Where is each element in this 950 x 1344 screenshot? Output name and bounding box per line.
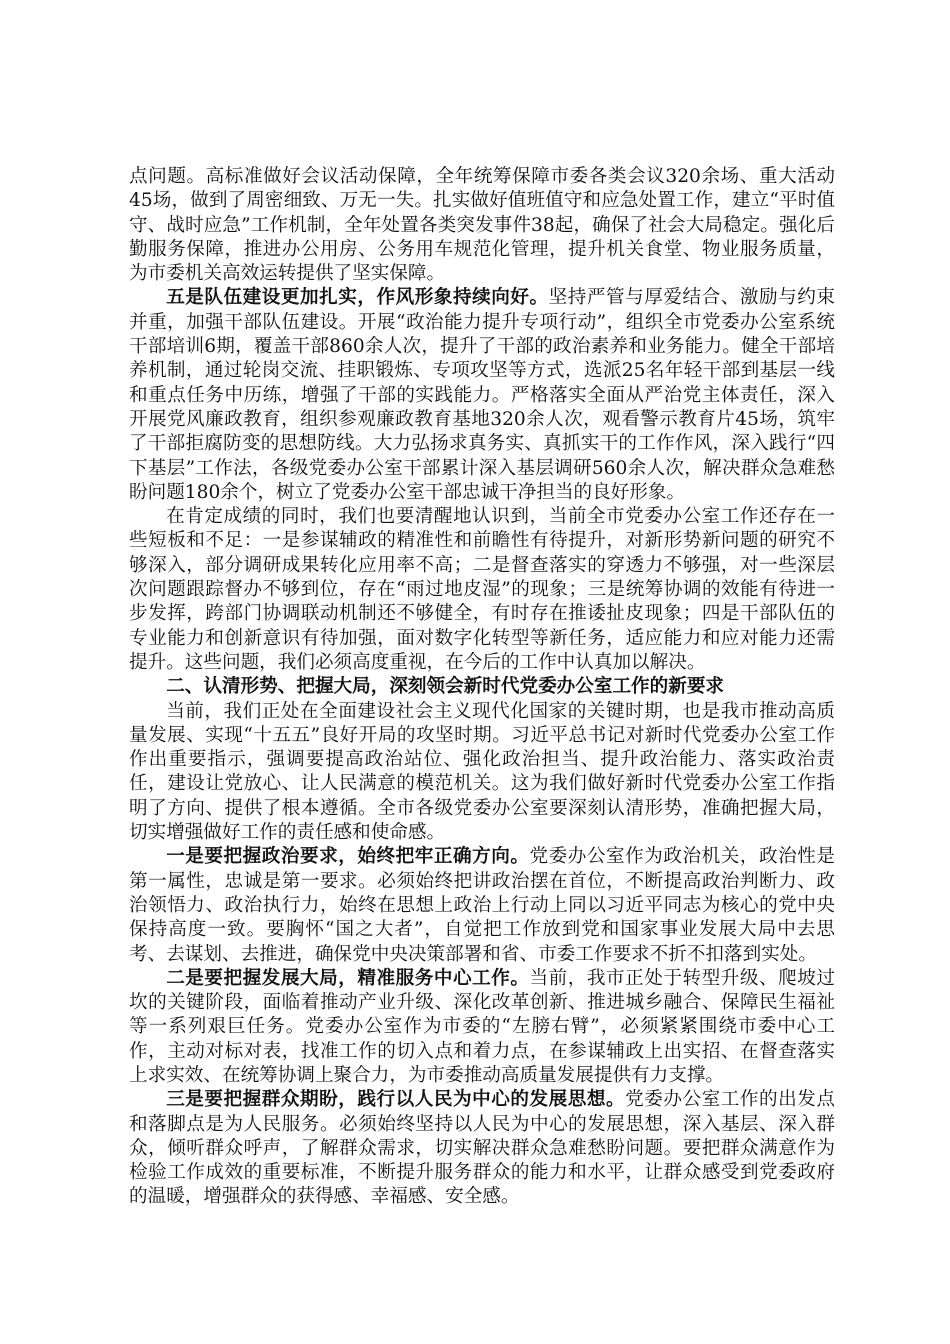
paragraph-public-expectations: [129, 1088, 835, 1209]
paragraph-situation: [129, 700, 835, 846]
section-heading: 二、认清形势、把握大局，深刻领会新时代党委办公室工作的新要求: [166, 676, 725, 698]
paragraph-text: 当前，我们正处在全面建设社会主义现代化国家的关键时期，也是我市推动高质量发展、实现“十五五”良好开局的攻坚时期。习近平总书记对新时代党委办公室工作作出重要指示，强调要提高政治站位、强化政治担当、提升政治能力、落实政治责任，建设让党放心、让人民满意的模范机关。这为我们做好新时代党委办公室工作指明了方向、提供了根本遵循。全市各级党委办公室要深刻认清形势，准确把握大局，切实增强做好工作的责任感和使命感。: [129, 700, 835, 844]
paragraph-development-overall: [129, 967, 835, 1088]
paragraph-shortcomings: [129, 505, 835, 675]
paragraph-team-building: [129, 286, 835, 505]
paragraph-text: 坚持严管与厚爱结合、激励与约束并重，加强干部队伍建设。开展“政治能力提升专项行动”，组织全市党委办公室系统干部培训6期，覆盖干部860余人次，提升了干部的政治素养和业务能力。健全干部培养机制，通过轮岗交流、挂职锻炼、专项攻坚等方式，选派25名年轻干部到基层一线和重点任务中历练，增强了干部的实践能力。严格落实全面从严治党主体责任，深入开展党风廉政教育，组织参观廉政教育基地320余人次，观看警示教育片45场，筑牢了干部拒腐防变的思想防线。大力弘扬求真务实、真抓实干的工作作风，深入践行“四下基层”工作法，各级党委办公室干部累计深入基层调研560余人次，解决群众急难愁盼问题180余个，树立了党委办公室干部忠诚干净担当的良好形象。: [129, 287, 835, 503]
document-page: [129, 165, 835, 1210]
paragraph-political-requirement: [129, 845, 835, 966]
paragraph-lead: 三是要把握群众期盼，践行以人民为中心的发展思想。: [166, 1089, 626, 1111]
paragraph-text: 当前，我市正处于转型升级、爬坡过坎的关键阶段，面临着推动产业升级、深化改革创新、推进城乡融合、保障民生福祉等一系列艰巨任务。党委办公室作为市委的“左膀右臂”，必须紧紧围绕市委中心工作，主动对标对表，找准工作的切入点和着力点，在参谋辅政上出实招、在督查落实上求实效、在统筹协调上聚合力，为市委推动高质量发展提供有力支撑。: [129, 967, 835, 1086]
paragraph-text: 点问题。高标准做好会议活动保障，全年统筹保障市委各类会议320余场、重大活动45场，做到了周密细致、万无一失。扎实做好值班值守和应急处置工作，建立“平时值守、战时应急”工作机制，全年处置各类突发事件38起，确保了社会大局稳定。强化后勤服务保障，推进办公用房、公务用车规范化管理，提升机关食堂、物业服务质量，为市委机关高效运转提供了坚实保障。: [129, 166, 835, 285]
paragraph-lead: 二是要把握发展大局，精准服务中心工作。: [166, 967, 530, 989]
paragraph-text: 党委办公室工作的出发点和落脚点是为人民服务。必须始终坚持以人民为中心的发展思想，深入基层、深入群众，倾听群众呼声，了解群众需求，切实解决群众急难愁盼问题。要把群众满意作为检验工作成效的重要标准，不断提升服务群众的能力和水平，让群众感受到党委政府的温暖，增强群众的获得感、幸福感、安全感。: [129, 1089, 835, 1208]
paragraph-continuation: [129, 165, 835, 286]
paragraph-text: 党委办公室作为政治机关，政治性是第一属性，忠诚是第一要求。必须始终把讲政治摆在首位，不断提高政治判断力、政治领悟力、政治执行力，始终在思想上政治上行动上同以习近平同志为核心的党中央保持高度一致。要胸怀“国之大者”，自觉把工作放到党和国家事业发展大局中去思考、去谋划、去推进，确保党中央决策部署和省、市委工作要求不折不扣落到实处。: [129, 846, 835, 965]
paragraph-lead: 一是要把握政治要求，始终把牢正确方向。: [166, 846, 530, 868]
paragraph-text: 在肯定成绩的同时，我们也要清醒地认识到，当前全市党委办公室工作还存在一些短板和不足：一是参谋辅政的精准性和前瞻性有待提升，对新形势新问题的研究不够深入，部分调研成果转化应用率不高；二是督查落实的穿透力不够强，对一些深层次问题跟踪督办不够到位，存在“雨过地皮湿”的现象；三是统筹协调的效能有待进一步发挥，跨部门协调联动机制还不够健全，有时存在推诿扯皮现象；四是干部队伍的专业能力和创新意识有待加强，面对数字化转型等新任务，适应能力和应对能力还需提升。这些问题，我们必须高度重视，在今后的工作中认真加以解决。: [129, 506, 835, 673]
paragraph-lead: 五是队伍建设更加扎实，作风形象持续向好。: [166, 287, 549, 309]
